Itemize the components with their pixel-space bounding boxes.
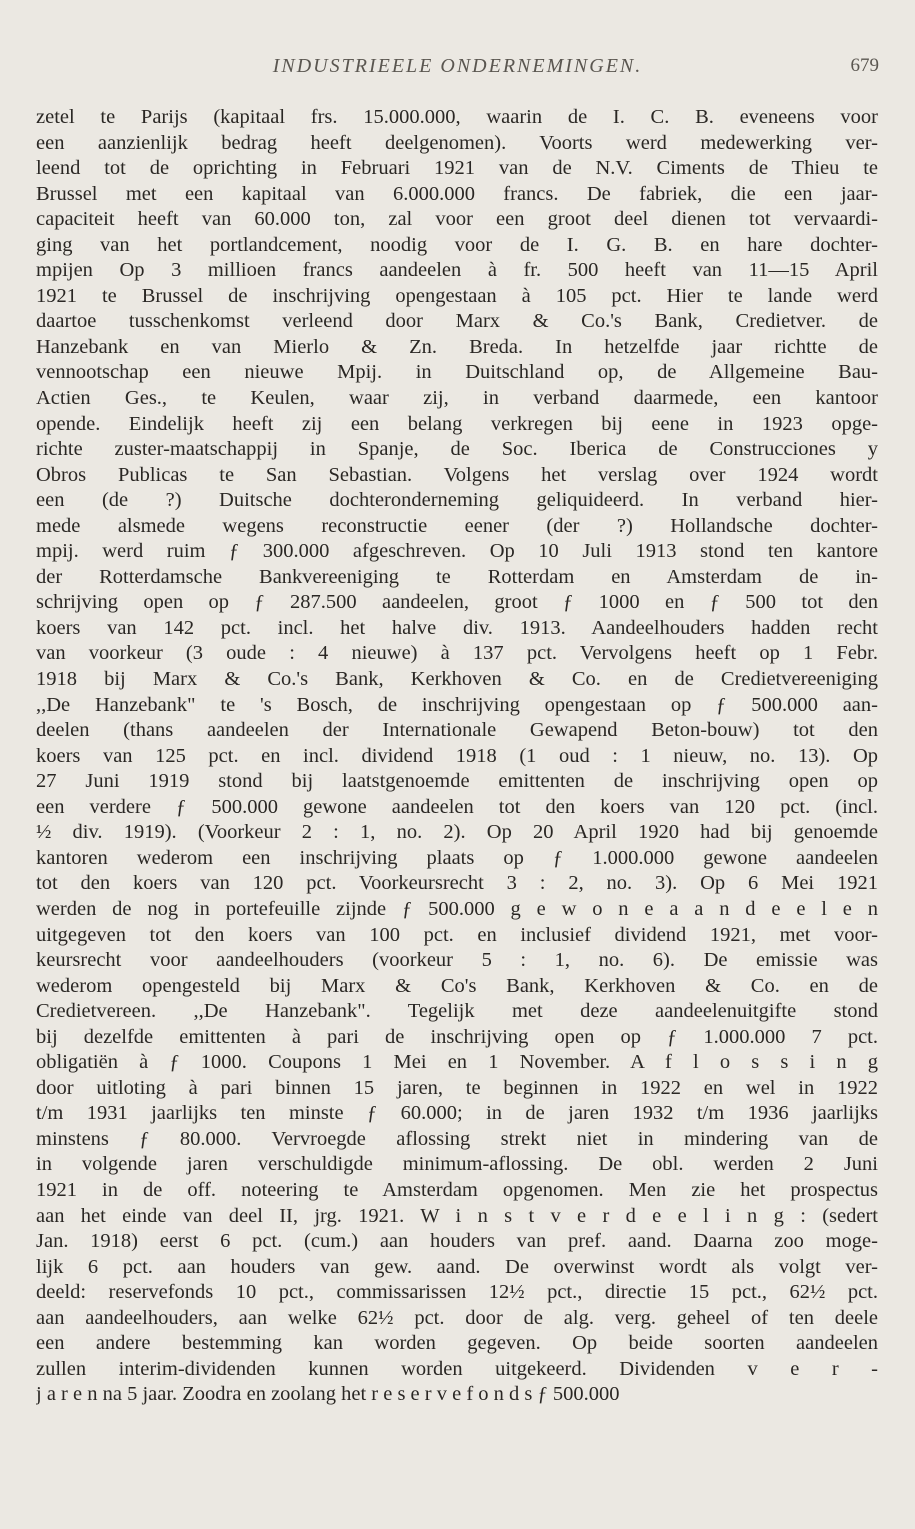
text-line: minstens ƒ 80.000. Vervroegde aflossing strekt niet in mindering van de (36, 1127, 878, 1150)
text-line: koers van 125 pct. en incl. dividend 1918 (1 oud : 1 nieuw, no. 13). Op (36, 744, 878, 767)
text-line: vennootschap een nieuwe Mpij. in Duitschland op, de Allgemeine Bau- (36, 361, 878, 384)
text-line: mpijen Op 3 millioen francs aandeelen à fr. 500 heeft van 11—15 April (36, 259, 878, 282)
text-line: leend tot de oprichting in Februari 1921 van de N.V. Ciments de Thieu te (36, 157, 878, 180)
text-line: der Rotterdamsche Bankvereeniging te Rotterdam en Amsterdam de in- (36, 565, 878, 588)
text-line: schrijving open op ƒ 287.500 aandeelen, groot ƒ 1000 en ƒ 500 tot den (36, 591, 878, 614)
text-line: tot den koers van 120 pct. Voorkeursrecht 3 : 2, no. 3). Op 6 Mei 1921 (36, 872, 878, 895)
text-line: een aanzienlijk bedrag heeft deelgenomen). Voorts werd medewerking ver- (36, 131, 878, 154)
text-line: aan het einde van deel II, jrg. 1921. W i n s t v e r d e e l i n g : (sedert (36, 1204, 878, 1227)
text-line: zetel te Parijs (kapitaal frs. 15.000.000, waarin de I. C. B. eveneens voor (36, 106, 878, 128)
text-line: mpij. werd ruim ƒ 300.000 afgeschreven. Op 10 Juli 1913 stond ten kantore (36, 540, 878, 563)
text-line: deeld: reservefonds 10 pct., commissarissen 12½ pct., directie 15 pct., 62½ pct. (36, 1281, 878, 1304)
running-head: INDUSTRIEELE ONDERNEMINGEN. (272, 55, 643, 77)
text-line: Actien Ges., te Keulen, waar zij, in verband daarmede, een kantoor (36, 387, 878, 410)
text-line: Brussel met een kapitaal van 6.000.000 francs. De fabriek, die een jaar- (36, 182, 878, 205)
text-line: obligatiën à ƒ 1000. Coupons 1 Mei en 1 November. A f l o s s i n g (36, 1051, 878, 1074)
text-line: 1921 in de off. noteering te Amsterdam opgenomen. Men zie het prospectus (36, 1178, 878, 1201)
text-line: een (de ?) Duitsche dochteronderneming geliquideerd. In verband hier- (36, 489, 878, 512)
text-line: bij dezelfde emittenten à pari de inschrijving open op ƒ 1.000.000 7 pct. (36, 1025, 878, 1048)
text-line: door uitloting à pari binnen 15 jaren, te beginnen in 1922 en wel in 1922 (36, 1076, 878, 1099)
text-line: t/m 1931 jaarlijks ten minste ƒ 60.000; in de jaren 1932 t/m 1936 jaarlijks (36, 1102, 878, 1125)
text-line: capaciteit heeft van 60.000 ton, zal voor een groot deel dienen tot vervaardi- (36, 208, 878, 231)
text-line: 27 Juni 1919 stond bij laatstgenoemde emittenten de inschrijving open op (36, 770, 878, 793)
text-line: ,,De Hanzebank" te 's Bosch, de inschrijving opengestaan op ƒ 500.000 aan- (36, 693, 878, 716)
body-text (36, 105, 878, 1408)
page-number: 679 (850, 55, 879, 76)
text-line: een andere bestemming kan worden gegeven. Op beide soorten aandeelen (36, 1332, 878, 1355)
text-line: aan aandeelhouders, aan welke 62½ pct. door de alg. verg. geheel of ten deele (36, 1306, 878, 1329)
text-line: opende. Eindelijk heeft zij een belang verkregen bij eene in 1923 opge- (36, 412, 878, 435)
text-line: 1921 te Brussel de inschrijving opengestaan à 105 pct. Hier te lande werd (36, 284, 878, 307)
text-line: mede alsmede wegens reconstructie eener (der ?) Hollandsche dochter- (36, 514, 878, 537)
text-line: ½ div. 1919). (Voorkeur 2 : 1, no. 2). Op 20 April 1920 had bij genoemde (36, 821, 878, 844)
text-line: van voorkeur (3 oude : 4 nieuwe) à 137 pct. Vervolgens heeft op 1 Febr. (36, 642, 878, 665)
text-line: Jan. 1918) eerst 6 pct. (cum.) aan houders van pref. aand. Daarna zoo moge- (36, 1230, 878, 1253)
text-line: Obros Publicas te San Sebastian. Volgens het verslag over 1924 wordt (36, 463, 878, 486)
text-line: lijk 6 pct. aan houders van gew. aand. De overwinst wordt als volgt ver- (36, 1255, 878, 1278)
text-line: richte zuster-maatschappij in Spanje, de Soc. Iberica de Construcciones y (36, 438, 878, 461)
text-line: zullen interim-dividenden kunnen worden uitgekeerd. Dividenden v e r - (36, 1357, 878, 1380)
text-line: koers van 142 pct. incl. het halve div. 1913. Aandeelhouders hadden recht (36, 616, 878, 639)
text-line: een verdere ƒ 500.000 gewone aandeelen tot den koers van 120 pct. (incl. (36, 795, 878, 818)
text-line: uitgegeven tot den koers van 100 pct. en inclusief dividend 1921, met voor- (36, 923, 878, 946)
text-line: ging van het portlandcement, noodig voor de I. G. B. en hare dochter- (36, 233, 878, 256)
text-line: j a r e n na 5 jaar. Zoodra en zoolang het r e s e r v e f o n d s ƒ 500.000 (36, 1383, 620, 1406)
text-line: wederom opengesteld bij Marx & Co's Bank, Kerkhoven & Co. en de (36, 974, 878, 997)
text-line: in volgende jaren verschuldigde minimum-aflossing. De obl. werden 2 Juni (36, 1153, 878, 1176)
text-line: deelen (thans aandeelen der Internationale Gewapend Beton-bouw) tot den (36, 719, 878, 742)
text-line: Credietvereen. ,,De Hanzebank". Tegelijk met deze aandeelenuitgifte stond (36, 1000, 878, 1023)
text-line: keursrecht voor aandeelhouders (voorkeur 5 : 1, no. 6). De emissie was (36, 949, 878, 972)
page-header (36, 55, 879, 85)
text-line: daartoe tusschenkomst verleend door Marx & Co.'s Bank, Credietver. de (36, 310, 878, 333)
text-line: Hanzebank en van Mierlo & Zn. Breda. In hetzelfde jaar richtte de (36, 335, 878, 358)
text-line: werden de nog in portefeuille zijnde ƒ 500.000 g e w o n e a a n d e e l e n (36, 897, 878, 920)
text-line: kantoren wederom een inschrijving plaats op ƒ 1.000.000 gewone aandeelen (36, 846, 878, 869)
text-line: 1918 bij Marx & Co.'s Bank, Kerkhoven & Co. en de Credietvereeniging (36, 668, 878, 691)
